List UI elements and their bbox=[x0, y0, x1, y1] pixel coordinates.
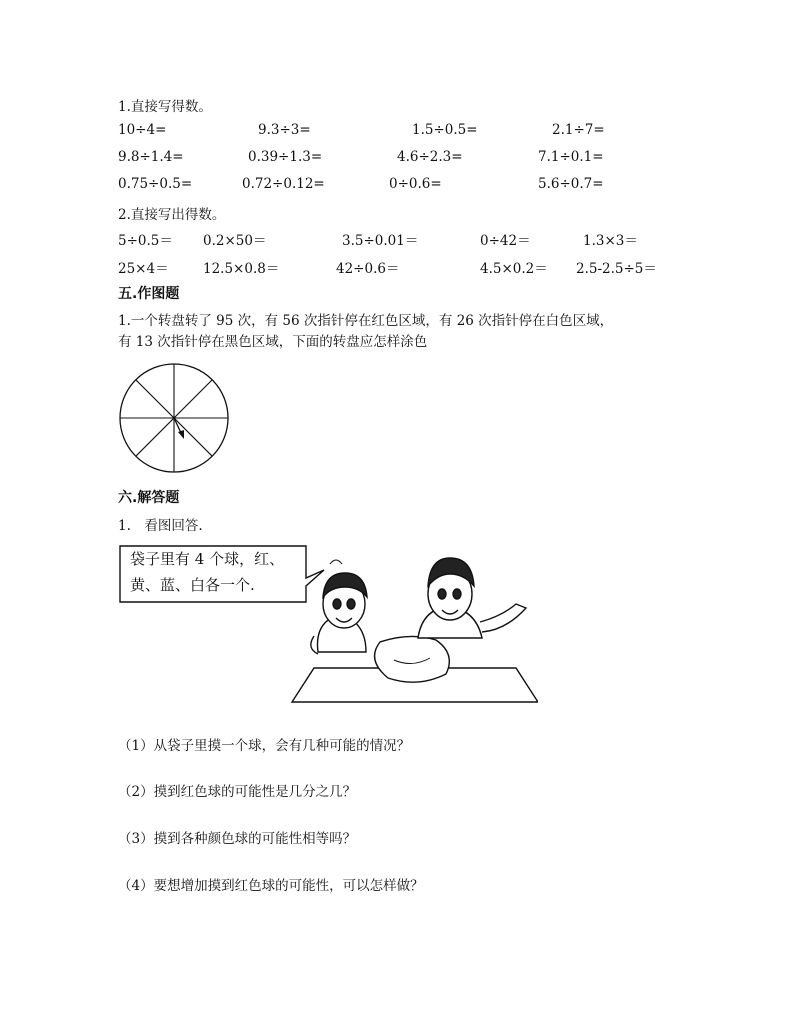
calc1-item: 9.3÷3= bbox=[258, 122, 311, 138]
calc1-item: 0.39÷1.3= bbox=[248, 149, 323, 165]
arrow-icon bbox=[178, 430, 184, 439]
section6-heading: 六.解答题 bbox=[118, 490, 180, 506]
calc1-item: 0.75÷0.5= bbox=[118, 176, 193, 192]
section6-question: 1. 看图回答. bbox=[118, 518, 203, 534]
speech-bubble-line2: 黄、蓝、白各一个. bbox=[130, 576, 255, 594]
calc1-item: 0.72÷0.12= bbox=[242, 176, 325, 192]
calc2-item: 4.5×0.2＝ bbox=[480, 261, 548, 277]
calc1-item: 9.8÷1.4= bbox=[118, 149, 184, 165]
calc1-item: 0÷0.6= bbox=[389, 176, 442, 192]
calc2-item: 42÷0.6＝ bbox=[336, 261, 400, 277]
speech-bubble-line1: 袋子里有 4 个球，红、 bbox=[130, 550, 285, 568]
calc2-item: 0÷42＝ bbox=[480, 233, 531, 249]
calc2-item: 1.3×3＝ bbox=[583, 233, 638, 249]
calc2-item: 5÷0.5＝ bbox=[118, 233, 173, 249]
subquestion-4: （4）要想增加摸到红色球的可能性，可以怎样做？ bbox=[118, 878, 424, 894]
section5-heading: 五.作图题 bbox=[118, 286, 180, 302]
subquestion-1: （1）从袋子里摸一个球，会有几种可能的情况？ bbox=[118, 738, 411, 754]
section5-question-line1: 1.一个转盘转了 95 次，有 56 次指针停在红色区域，有 26 次指针停在白色区域， bbox=[118, 313, 614, 329]
child-left bbox=[311, 573, 367, 654]
subquestion-3: （3）摸到各种颜色球的可能性相等吗？ bbox=[118, 831, 357, 847]
spinner-wheel bbox=[118, 362, 230, 474]
calc2-item: 25×4＝ bbox=[118, 261, 169, 277]
bag-icon bbox=[375, 636, 450, 682]
calc2-item: 3.5÷0.01＝ bbox=[342, 233, 419, 249]
calc2-item: 0.2×50＝ bbox=[203, 233, 267, 249]
subquestion-2: （2）摸到红色球的可能性是几分之几？ bbox=[118, 784, 357, 800]
calc1-item: 2.1÷7= bbox=[552, 122, 605, 138]
calc2-item: 12.5×0.8＝ bbox=[203, 261, 280, 277]
calc2-item: 2.5-2.5÷5＝ bbox=[576, 261, 657, 277]
calc1-item: 5.6÷0.7= bbox=[538, 176, 604, 192]
calc1-title: 1.直接写得数。 bbox=[118, 99, 212, 115]
calc1-item: 4.6÷2.3= bbox=[397, 149, 463, 165]
calc1-item: 1.5÷0.5= bbox=[412, 122, 478, 138]
calc1-item: 7.1÷0.1= bbox=[538, 149, 604, 165]
section5-question-line2: 有 13 次指针停在黑色区域，下面的转盘应怎样涂色 bbox=[118, 334, 428, 350]
calc2-title: 2.直接写出得数。 bbox=[118, 207, 226, 223]
calc1-item: 10÷4= bbox=[118, 122, 167, 138]
child-right bbox=[418, 558, 526, 638]
